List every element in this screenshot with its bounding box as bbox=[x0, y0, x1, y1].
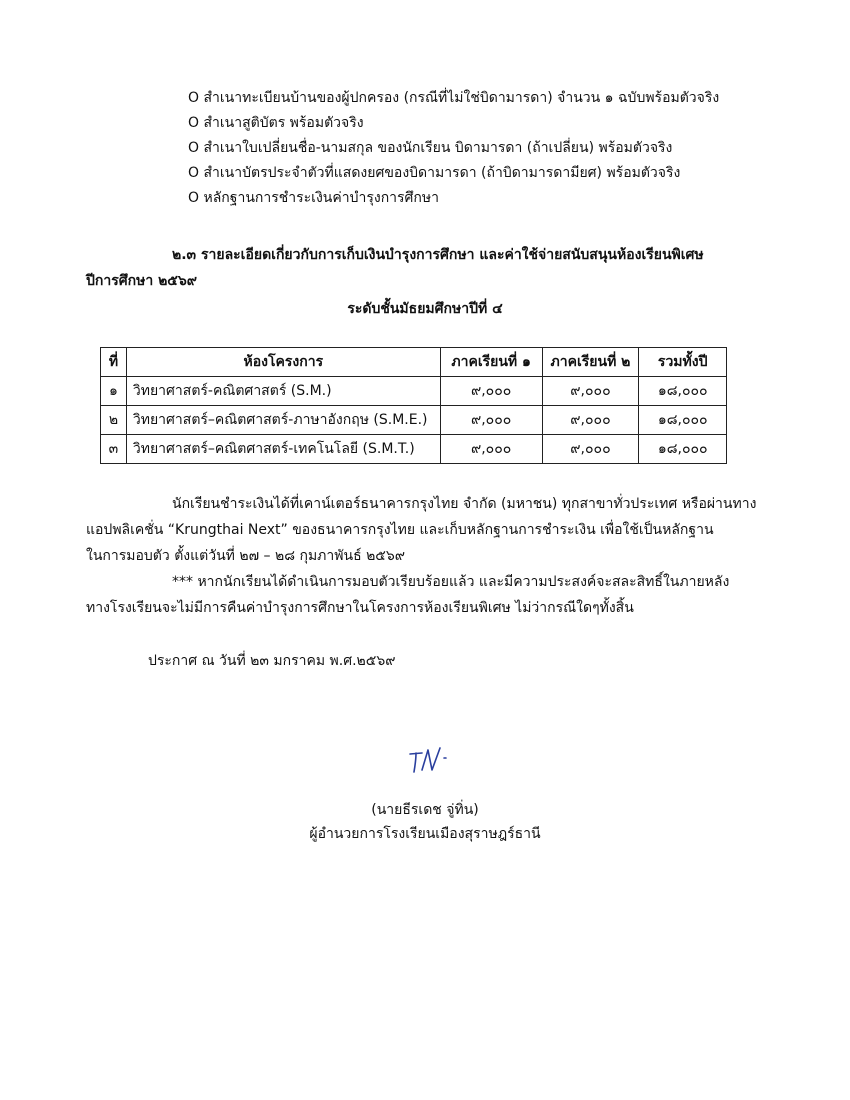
term2-fee: ๙,๐๐๐ bbox=[542, 435, 639, 464]
column-header-number: ที่ bbox=[101, 348, 127, 377]
list-item: O สำเนาใบเปลี่ยนชื่อ-นามสกุล ของนักเรียน บิดามารดา (ถ้าเปลี่ยน) พร้อมตัวจริง bbox=[188, 140, 673, 156]
table-row bbox=[101, 435, 727, 464]
level-subheading: ระดับชั้นมัธยมศึกษาปีที่ ๔ bbox=[347, 301, 503, 317]
list-item: O สำเนาทะเบียนบ้านของผู้ปกครอง (กรณีที่ไม่ใช่บิดามารดา) จำนวน ๑ ฉบับพร้อมตัวจริง bbox=[188, 90, 720, 106]
list-item: O สำเนาบัตรประจำตัวที่แสดงยศของบิดามารดา (ถ้าบิดามารดามียศ) พร้อมตัวจริง bbox=[188, 165, 681, 181]
table-row bbox=[101, 406, 727, 435]
payment-paragraph-line2: แอปพลิเคชั่น “Krungthai Next” ของธนาคารกรุงไทย และเก็บหลักฐานการชำระเงิน เพื่อใช้เป็นหลักฐาน bbox=[86, 522, 714, 538]
fee-table bbox=[100, 347, 727, 464]
term1-fee: ๙,๐๐๐ bbox=[440, 406, 542, 435]
table-row bbox=[101, 377, 727, 406]
column-header-total: รวมทั้งปี bbox=[639, 348, 727, 377]
total-fee: ๑๘,๐๐๐ bbox=[639, 435, 727, 464]
payment-paragraph-line3: ในการมอบตัว ตั้งแต่วันที่ ๒๗ – ๒๘ กุมภาพันธ์ ๒๕๖๙ bbox=[86, 548, 406, 564]
term1-fee: ๙,๐๐๐ bbox=[440, 435, 542, 464]
column-header-term2: ภาคเรียนที่ ๒ bbox=[542, 348, 639, 377]
refund-note-line2: ทางโรงเรียนจะไม่มีการคืนค่าบำรุงการศึกษาในโครงการห้องเรียนพิเศษ ไม่ว่ากรณีใดๆทั้งสิ้น bbox=[86, 600, 634, 616]
column-header-program: ห้องโครงการ bbox=[126, 348, 440, 377]
program-name: วิทยาศาสตร์–คณิตศาสตร์-เทคโนโลยี (S.M.T.) bbox=[126, 435, 440, 464]
refund-note-line1: *** หากนักเรียนได้ดำเนินการมอบตัวเรียบร้อยแล้ว และมีความประสงค์จะสละสิทธิ์ในภายหลัง bbox=[172, 574, 730, 590]
announcement-date: ประกาศ ณ วันที่ ๒๓ มกราคม พ.ศ.๒๕๖๙ bbox=[148, 653, 396, 669]
table-header-row bbox=[101, 348, 727, 377]
list-item: O สำเนาสูติบัตร พร้อมตัวจริง bbox=[188, 115, 364, 131]
row-number: ๑ bbox=[101, 377, 127, 406]
program-name: วิทยาศาสตร์–คณิตศาสตร์-ภาษาอังกฤษ (S.M.E.) bbox=[126, 406, 440, 435]
signer-title: ผู้อำนวยการโรงเรียนเมืองสุราษฎร์ธานี bbox=[309, 826, 541, 842]
payment-paragraph-line1: นักเรียนชำระเงินได้ที่เคาน์เตอร์ธนาคารกรุงไทย จำกัด (มหาชน) ทุกสาขาทั่วประเทศ หรือผ่านทาง bbox=[172, 496, 757, 512]
term2-fee: ๙,๐๐๐ bbox=[542, 377, 639, 406]
row-number: ๓ bbox=[101, 435, 127, 464]
term2-fee: ๙,๐๐๐ bbox=[542, 406, 639, 435]
list-item: O หลักฐานการชำระเงินค่าบำรุงการศึกษา bbox=[188, 190, 440, 206]
program-name: วิทยาศาสตร์-คณิตศาสตร์ (S.M.) bbox=[126, 377, 440, 406]
total-fee: ๑๘,๐๐๐ bbox=[639, 406, 727, 435]
column-header-term1: ภาคเรียนที่ ๑ bbox=[440, 348, 542, 377]
total-fee: ๑๘,๐๐๐ bbox=[639, 377, 727, 406]
row-number: ๒ bbox=[101, 406, 127, 435]
signature-icon bbox=[406, 742, 452, 776]
section-heading: ๒.๓ รายละเอียดเกี่ยวกับการเก็บเงินบำรุงการศึกษา และค่าใช้จ่ายสนับสนุนห้องเรียนพิเศษ bbox=[172, 247, 704, 263]
signer-name: (นายธีรเดช จู่ทิ่น) bbox=[371, 802, 479, 818]
section-heading-year: ปีการศึกษา ๒๕๖๙ bbox=[86, 273, 198, 289]
term1-fee: ๙,๐๐๐ bbox=[440, 377, 542, 406]
required-documents-list bbox=[188, 86, 719, 211]
